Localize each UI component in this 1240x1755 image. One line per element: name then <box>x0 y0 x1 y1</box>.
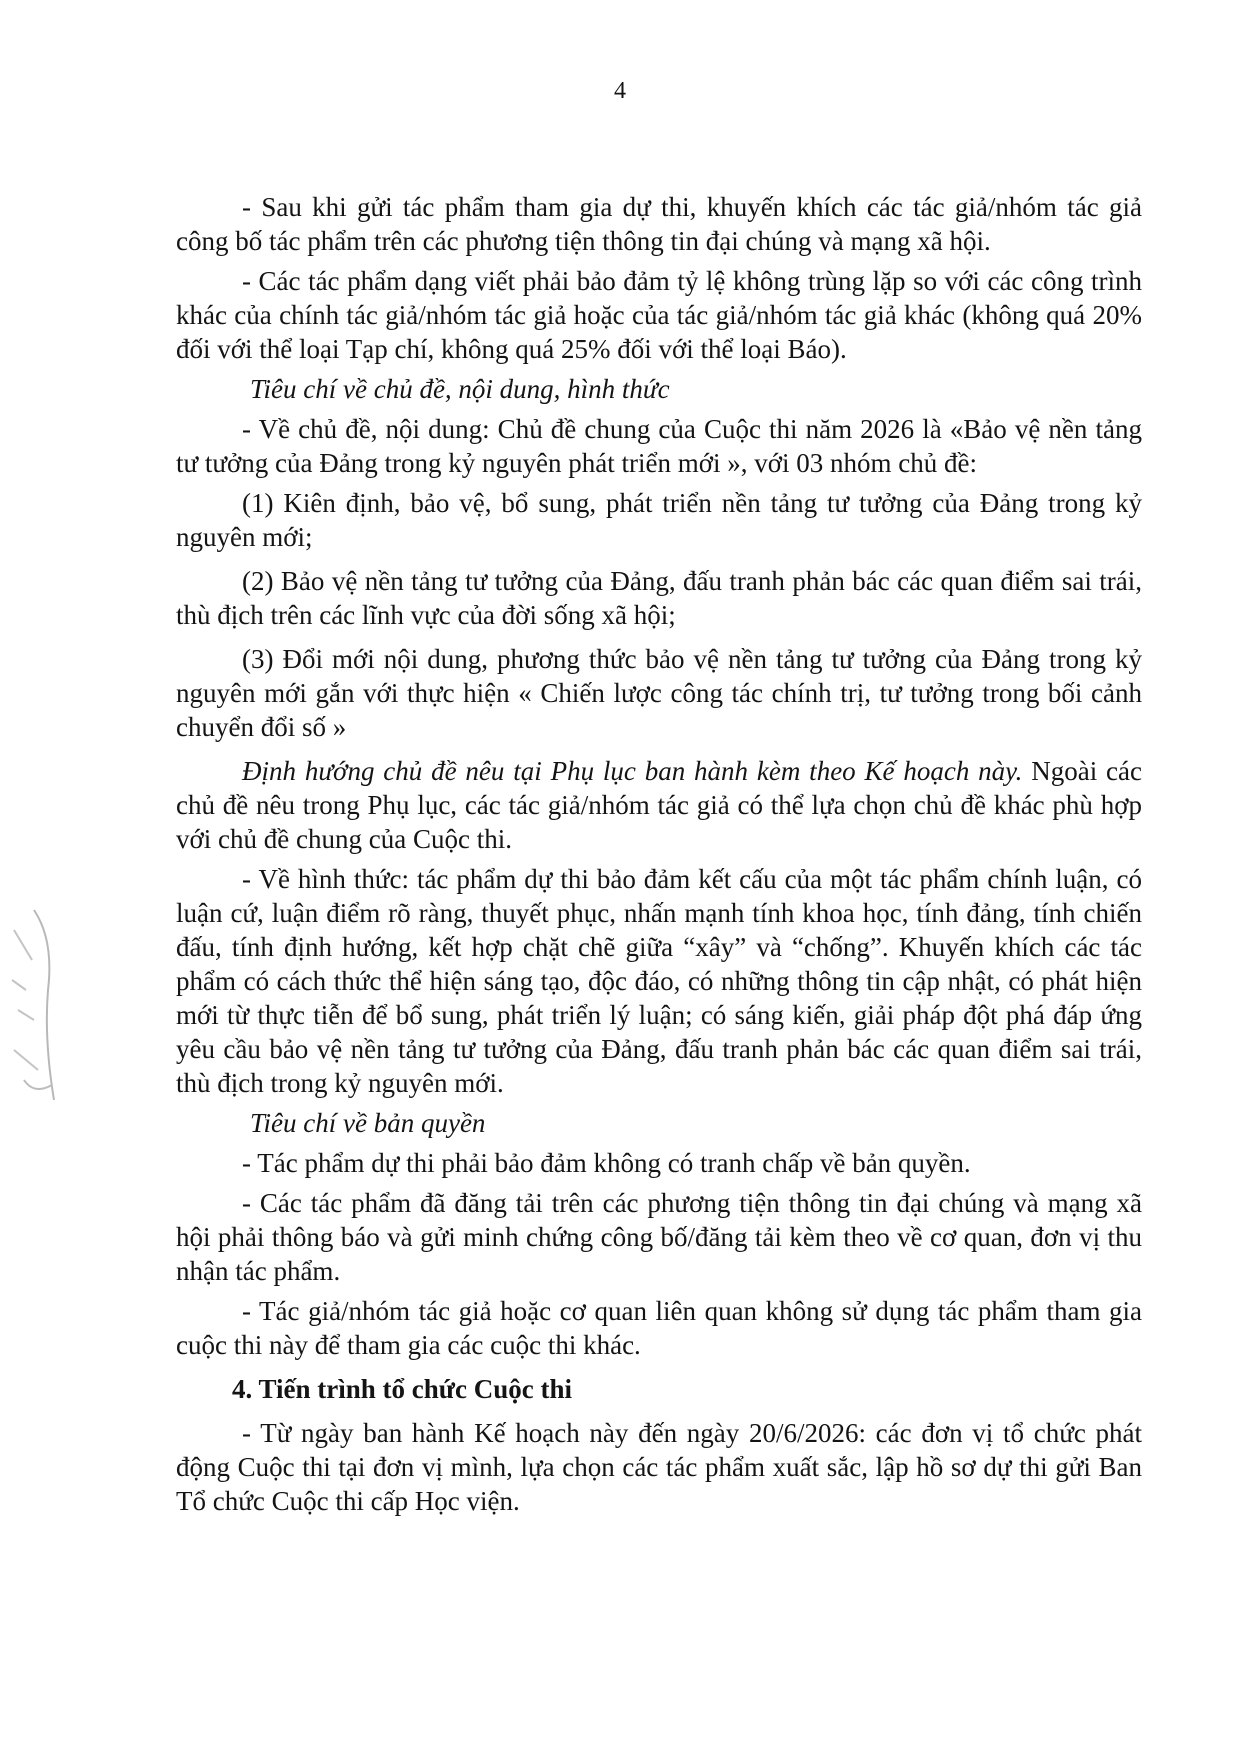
orientation-text: Ngoài các chủ đề nêu trong Phụ lục, các tác giả/nhóm tác giả có thể lựa chọn chủ đề khác phù hợp với chủ đề chung của Cuộc thi. <box>176 756 1142 854</box>
paragraph: - Sau khi gửi tác phẩm tham gia dự thi, khuyến khích các tác giả/nhóm tác giả công bố tác phẩm trên các phương tiện thông tin đại chúng và mạng xã hội. <box>176 192 1142 256</box>
subheading-copyright-criteria: Tiêu chí về bản quyền <box>250 1108 486 1138</box>
paragraph-orientation <box>176 754 1142 856</box>
paragraph: - Tác giả/nhóm tác giả hoặc cơ quan liên quan không sử dụng tác phẩm tham gia cuộc thi này để tham gia các cuộc thi khác. <box>176 1296 1142 1360</box>
subheading-topic-criteria: Tiêu chí về chủ đề, nội dung, hình thức <box>250 374 670 404</box>
paragraph: - Từ ngày ban hành Kế hoạch này đến ngày 20/6/2026: các đơn vị tổ chức phát động Cuộc thi tại đơn vị mình, lựa chọn các tác phẩm xuất sắc, lập hồ sơ dự thi gửi Ban Tổ chức Cuộc thi cấp Học viện. <box>176 1418 1142 1516</box>
paragraph: - Tác phẩm dự thi phải bảo đảm không có tranh chấp về bản quyền. <box>242 1148 971 1178</box>
page-number: 4 <box>614 78 626 104</box>
paragraph: - Về chủ đề, nội dung: Chủ đề chung của Cuộc thi năm 2026 là «Bảo vệ nền tảng tư tưởng của Đảng trong kỷ nguyên phát triển mới », với 03 nhóm chủ đề: <box>176 414 1142 478</box>
list-item: (1) Kiên định, bảo vệ, bổ sung, phát triển nền tảng tư tưởng của Đảng trong kỷ nguyên mới; <box>176 488 1142 552</box>
list-item: (2) Bảo vệ nền tảng tư tưởng của Đảng, đấu tranh phản bác các quan điểm sai trái, thù địch trên các lĩnh vực của đời sống xã hội; <box>176 566 1142 630</box>
section-heading: 4. Tiến trình tổ chức Cuộc thi <box>232 1374 572 1404</box>
seal-stamp-fragment <box>4 900 60 1110</box>
document-body <box>176 190 1142 1524</box>
list-item: (3) Đổi mới nội dung, phương thức bảo vệ nền tảng tư tưởng của Đảng trong kỷ nguyên mới gắn với thực hiện « Chiến lược công tác chính trị, tư tưởng trong bối cảnh chuyển đổi số » <box>176 644 1142 742</box>
paragraph: - Các tác phẩm dạng viết phải bảo đảm tỷ lệ không trùng lặp so với các công trình khác của chính tác giả/nhóm tác giả hoặc của tác giả/nhóm tác giả khác (không quá 20% đối với thể loại Tạp chí, không quá 25% đối với thể loại Báo). <box>176 266 1142 364</box>
orientation-italic-lead: Định hướng chủ đề nêu tại Phụ lục ban hành kèm theo Kế hoạch này. <box>242 756 1023 786</box>
paragraph: - Các tác phẩm đã đăng tải trên các phương tiện thông tin đại chúng và mạng xã hội phải thông báo và gửi minh chứng công bố/đăng tải kèm theo về cơ quan, đơn vị thu nhận tác phẩm. <box>176 1188 1142 1286</box>
paragraph: - Về hình thức: tác phẩm dự thi bảo đảm kết cấu của một tác phẩm chính luận, có luận cứ, luận điểm rõ ràng, thuyết phục, nhấn mạnh tính khoa học, tính đảng, tính chiến đấu, tính định hướng, kết hợp chặt chẽ giữa “xây” và “chống”. Khuyến khích các tác phẩm có cách thức thể hiện sáng tạo, độc đáo, có những thông tin cập nhật, có phát hiện mới từ thực tiễn để bổ sung, phát triển lý luận; có sáng kiến, giải pháp đột phá đáp ứng yêu cầu bảo vệ nền tảng tư tưởng của Đảng, đấu tranh phản bác các quan điểm sai trái, thù địch trong kỷ nguyên mới. <box>176 864 1142 1098</box>
